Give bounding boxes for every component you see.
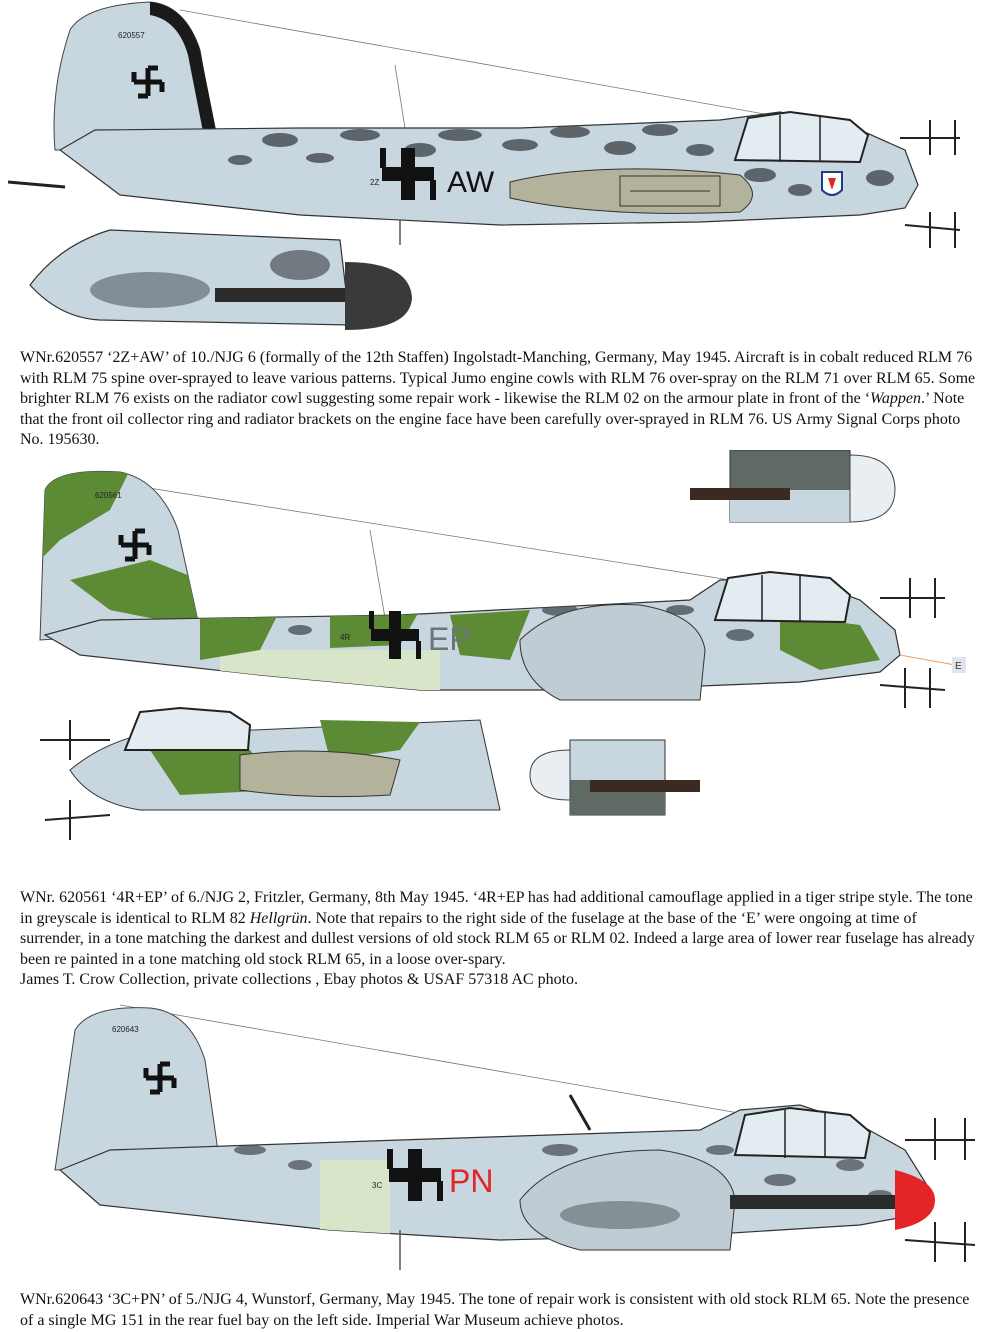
tail-serial: 620643 (112, 1025, 139, 1034)
aircraft-profile-1 (0, 0, 999, 335)
small-code: 3C (372, 1181, 383, 1190)
caption-2: WNr. 620561 ‘4R+EP’ of 6./NJG 2, Fritzler, Germany, 8th May 1945. ‘4R+EP has had additional camouflage applied in a tiger stripe style. The tone in greyscale is identical to RLM 82 Hellgrün. Note that repairs to the right side of the fuselage at the base of the ‘E’ were ongoing at time of surrender, in a tone matching the darkest and dullest versions of old stock RLM 65 or RLM 02. Indeed a large area of lower rear fuselage has already been re painted in a tone matching old stock RLM 65, in a loose over-spary. James T. Crow Collection, private collections , Ebay photos & USAF 57318 AC photo. (20, 889, 975, 988)
small-code: 2Z (370, 178, 380, 187)
engine-nacelle (690, 450, 895, 522)
aircraft-profile-3 (0, 1000, 999, 1280)
tail-serial: 620557 (118, 31, 145, 40)
caption-1: WNr.620557 ‘2Z+AW’ of 10./NJG 6 (formally of the 12th Staffen) Ingolstadt-Manching, Germany, May 1945. Aircraft is in cobalt reduced RLM 76 with RLM 75 spine over-sprayed to leave various patterns. Typical Jumo engine cowls with RLM 76 over-spray on the RLM 71 over RLM 65. Some brighter RLM 76 exists on the radiator cowl suggesting some repair work - likewise the RLM 02 on the armour plate in front of the ‘Wappen.’ Note that the front oil collector ring and radiator brackets on the engine face have been carefully over-sprayed in RLM 76. US Army Signal Corps photo No. 195630. (20, 349, 976, 448)
engine-nacelle (30, 230, 412, 330)
small-code: 4R (340, 633, 351, 642)
fuselage-codes: PN (449, 1163, 494, 1199)
engine-nacelle-rear (530, 740, 700, 815)
fuselage-right-side (40, 708, 500, 840)
tail-serial: 620561 (95, 491, 122, 500)
aircraft-profile-2 (0, 450, 999, 875)
radar-marker: E (955, 661, 962, 672)
fuselage-codes: AW (447, 166, 495, 199)
fuselage-codes: EP (428, 621, 471, 657)
caption-3: WNr.620643 ‘3C+PN’ of 5./NJG 4, Wunstorf, Germany, May 1945. The tone of repair work is consistent with old stock RLM 65. Note the presence of a single MG 151 in the rear fuel bay on the left side. Imperial War Museum achieve photos. (20, 1291, 970, 1329)
